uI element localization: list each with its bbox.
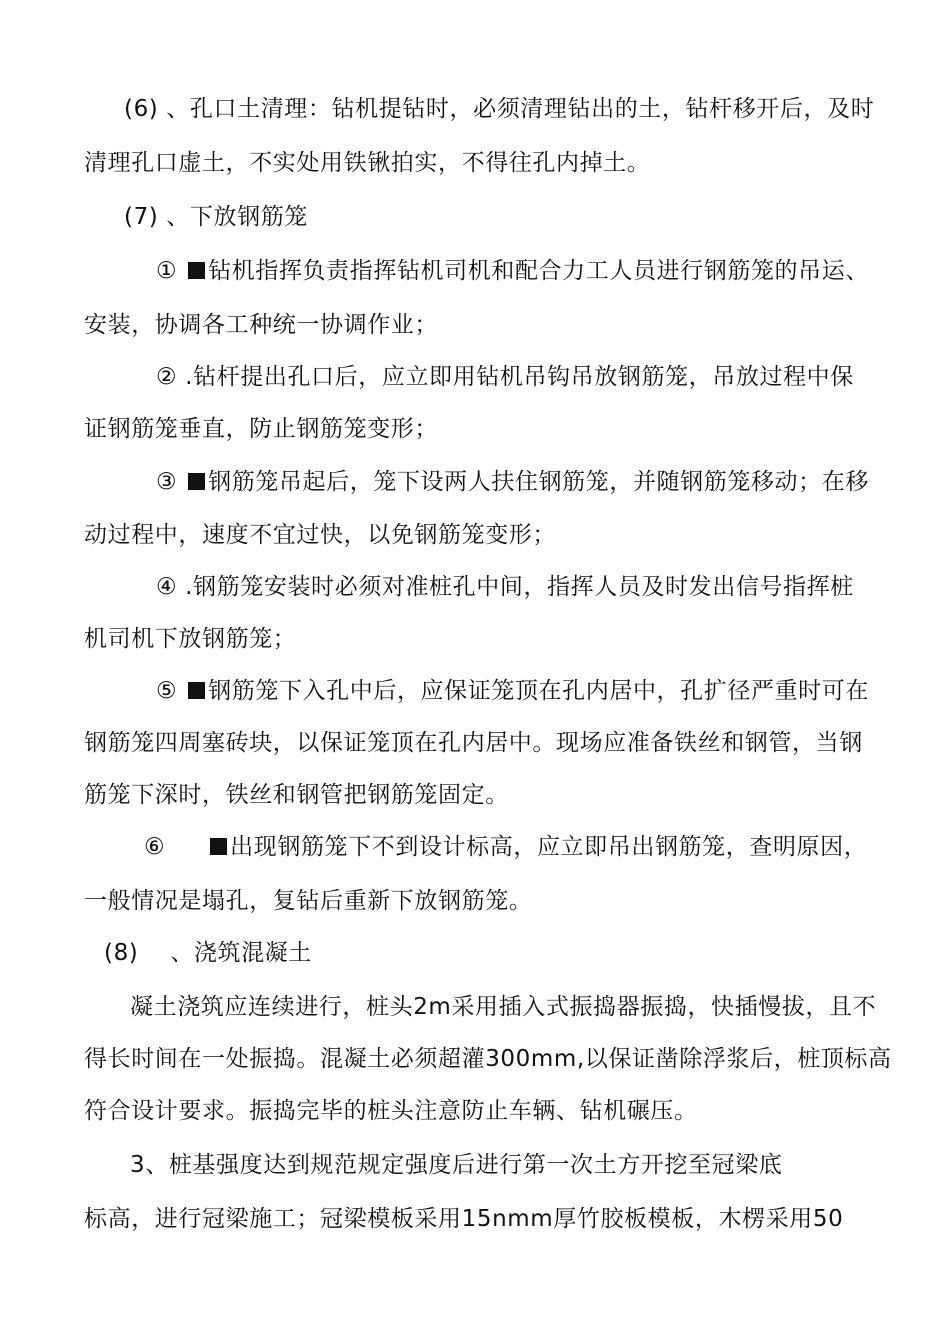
paragraph-8-line-1: 凝土浇筑应连续进行，桩头2m采用插入式振捣器振捣，快插慢拔，且不: [130, 994, 877, 1020]
item-5-line-2: 钢筋笼四周塞砖块，以保证笼顶在孔内居中。现场应准备铁丝和钢管，当钢: [84, 730, 863, 756]
item-1-line-2: 安装，协调各工种统一协调作业；: [84, 312, 438, 338]
item-5-text: 钢筋笼下入孔中后，应保证笼顶在孔内居中，孔扩径严重时可在: [208, 678, 869, 704]
item-2-line-2: 证钢筋笼垂直，防止钢筋笼变形；: [84, 416, 438, 442]
item-4-line-2: 机司机下放钢筋笼；: [84, 626, 297, 652]
paragraph-8-line-2: 得长时间在一处振捣。混凝土必须超灌300mm,以保证凿除浮浆后，桩顶标高: [84, 1046, 892, 1072]
item-6-line-1: [144, 832, 867, 862]
paragraph-6-line-1: (6) 、孔口土清理：钻机提钻时，必须清理钻出的土，钻杆移开后，及时: [124, 96, 875, 122]
item-6-line-2: 一般情况是塌孔，复钻后重新下放钢筋笼。: [84, 888, 533, 914]
paragraph-6-line-2: 清理孔口虚土，不实处用铁锹拍实，不得往孔内掉土。: [84, 150, 651, 176]
item-5-marker: ⑤: [156, 678, 178, 704]
square-bullet-icon: [210, 838, 227, 855]
section-3-line-1: 3、桩基强度达到规范规定强度后进行第一次土方开挖至冠梁底: [130, 1152, 783, 1178]
item-3-marker: ③: [156, 469, 178, 495]
square-bullet-icon: [188, 473, 205, 490]
item-3-line-1: [156, 467, 869, 497]
item-4-line-1: ④ .钢筋笼安装时必须对准桩孔中间，指挥人员及时发出信号指挥桩: [156, 574, 854, 600]
item-6-text: 出现钢筋笼下不到设计标高，应立即吊出钢筋笼，查明原因，: [230, 834, 868, 860]
section-3-line-2: 标高，进行冠梁施工；冠梁模板采用15nmm厚竹胶板模板，木楞采用50: [84, 1206, 844, 1232]
item-3-line-2: 动过程中，速度不宜过快，以免钢筋笼变形；: [84, 522, 556, 548]
item-1-text: 钻机指挥负责指挥钻机司机和配合力工人员进行钢筋笼的吊运、: [208, 258, 869, 284]
item-1-line-1: [156, 256, 869, 286]
paragraph-8-heading: [104, 938, 312, 968]
item-3-text: 钢筋笼吊起后，笼下设两人扶住钢筋笼，并随钢筋笼移动；在移: [208, 469, 869, 495]
item-5-line-3: 筋笼下深时，铁丝和钢管把钢筋笼固定。: [84, 782, 509, 808]
item-2-line-1: ② .钻杆提出孔口后，应立即用钻机吊钩吊放钢筋笼，吊放过程中保: [156, 364, 854, 390]
item-6-marker: ⑥: [144, 834, 166, 860]
item-1-marker: ①: [156, 258, 178, 284]
item-5-line-1: [156, 676, 869, 706]
paragraph-7-heading: (7) 、下放钢筋笼: [124, 204, 308, 230]
paragraph-8-line-3: 符合设计要求。振捣完毕的桩头注意防止车辆、钻机碾压。: [84, 1098, 698, 1124]
square-bullet-icon: [188, 682, 205, 699]
square-bullet-icon: [188, 262, 205, 279]
paragraph-8-number: (8): [104, 940, 139, 966]
paragraph-8-title: 、浇筑混凝土: [170, 940, 312, 966]
